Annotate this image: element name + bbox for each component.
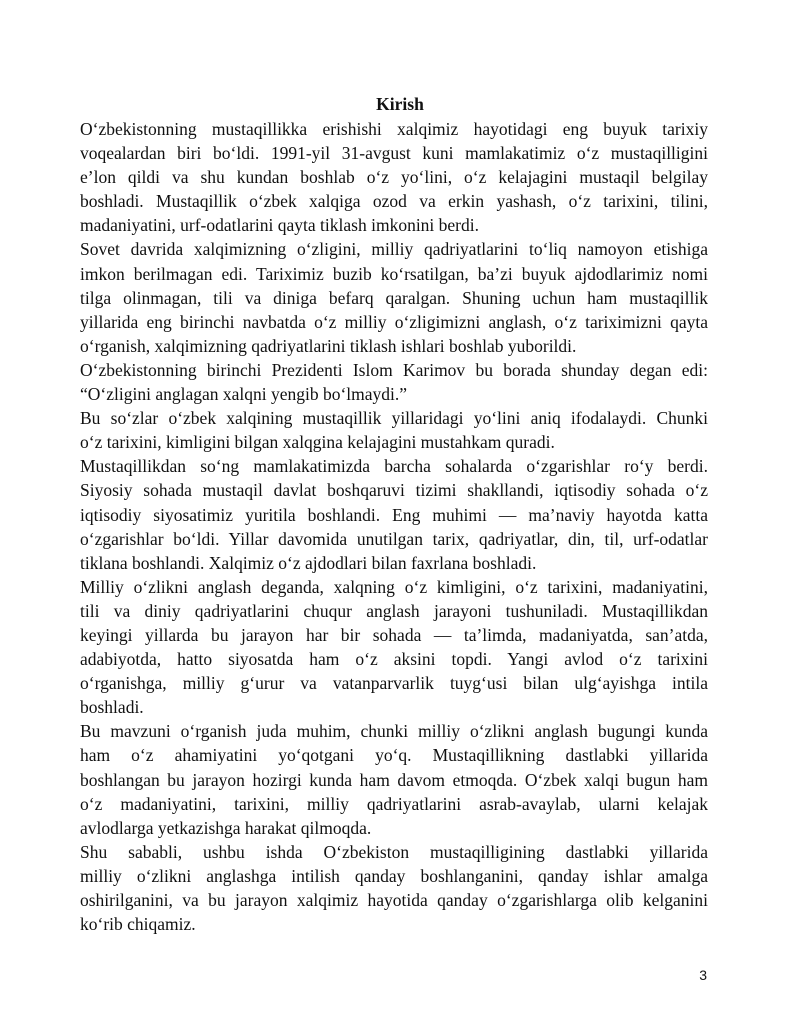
text-line: ko‘rib chiqamiz. (80, 914, 196, 935)
text-line: boshladi. (80, 697, 144, 718)
text-line: “O‘zligini anglagan xalqni yengib bo‘lmaydi.” (80, 384, 408, 405)
text-line: oshirilganini, va bu jarayon xalqimiz hayotida qanday o‘zgarishlarga olib kelganini (80, 890, 708, 910)
text-line: O‘zbekistonning birinchi Prezidenti Islom Karimov bu borada shunday degan edi: (80, 359, 708, 380)
text-line: Bu so‘zlar o‘zbek xalqining mustaqillik yillaridagi yo‘lini aniq ifodalaydi. Chunki (80, 408, 708, 429)
text-line: boshlangan bu jarayon hozirgi kunda ham davom etmoqda. O‘zbek xalqi bugun ham (80, 769, 708, 790)
text-line: Bu mavzuni o‘rganish juda muhim, chunki milliy o‘zlikni anglash bugungi kunda (80, 721, 708, 742)
text-line: adabiyotda, hatto siyosatda ham o‘z aksini topdi. Yangi avlod o‘z tarixini (80, 649, 708, 670)
paragraph (80, 406, 708, 454)
text-line: Sovet davrida xalqimizning o‘zligini, milliy qadriyatlarini to‘liq namoyon etishiga (80, 239, 708, 260)
paragraph (80, 454, 708, 574)
text-line: Siyosiy sohada mustaqil davlat boshqaruvi tizimi shakllandi, iqtisodiy sohada o‘z (80, 480, 708, 501)
text-line: avlodlarga yetkazishga harakat qilmoqda. (80, 817, 372, 838)
paragraph (80, 117, 708, 237)
paragraph (80, 358, 708, 406)
paragraph (80, 719, 708, 839)
document-body (80, 117, 708, 936)
text-line: yillarida eng birinchi navbatda o‘z milliy o‘zligimizni anglash, o‘z tariximizni qayta (80, 311, 708, 332)
text-line: imkon berilmagan edi. Tariximiz buzib ko‘rsatilgan, ba’zi buyuk ajdodlarimiz nomi (80, 263, 708, 284)
text-line: O‘zbekistonning mustaqillikka erishishi xalqimiz hayotidagi eng buyuk tarixiy (80, 119, 708, 139)
text-line: o‘rganish, xalqimizning qadriyatlarini tiklash ishlari boshlab yuborildi. (80, 335, 577, 356)
text-line: o‘zgarishlar bo‘ldi. Yillar davomida unutilgan tarix, qadriyatlar, din, til, urf-odatlar (80, 528, 708, 549)
text-line: Shu sababli, ushbu ishda O‘zbekiston mustaqilligining dastlabki yillarida (80, 841, 708, 862)
text-line: iqtisodiy siyosatimiz yuritila boshlandi. Eng muhimi — ma’naviy hayotda katta (80, 504, 708, 525)
text-line: e’lon qildi va shu kundan boshlab o‘z yo‘lini, o‘z kelajagini mustaqil belgilay (80, 167, 708, 188)
text-line: madaniyatini, urf-odatlarini qayta tiklash imkonini berdi. (80, 215, 479, 236)
text-line: ham o‘z ahamiyatini yo‘qotgani yo‘q. Mustaqillikning dastlabki yillarida (80, 745, 708, 766)
paragraph (80, 237, 708, 357)
text-line: Mustaqillikdan so‘ng mamlakatimizda barcha sohalarda o‘zgarishlar ro‘y berdi. (80, 456, 708, 477)
text-line: keyingi yillarda bu jarayon har bir sohada — ta’limda, madaniyatda, san’atda, (80, 624, 708, 645)
text-line: tilga olinmagan, tili va diniga befarq qaralgan. Shuning uchun ham mustaqillik (80, 287, 708, 308)
text-line: tili va diniy qadriyatlarini chuqur anglash jarayoni tushuniladi. Mustaqillikdan (80, 600, 708, 621)
text-line: boshladi. Mustaqillik o‘zbek xalqiga ozod va erkin yashash, o‘z tarixini, tilini, (80, 191, 708, 212)
text-line: o‘z madaniyatini, tarixini, milliy qadriyatlarini asrab-avaylab, ularni kelajak (80, 793, 708, 814)
page-number: 3 (699, 967, 707, 983)
text-line: o‘z tarixini, kimligini bilgan xalqgina kelajagini mustahkam quradi. (80, 432, 555, 453)
text-line: o‘rganishga, milliy g‘urur va vatanparvarlik tuyg‘usi bilan ulg‘ayishga intila (80, 673, 708, 694)
text-line: tiklana boshlandi. Xalqimiz o‘z ajdodlari bilan faxrlana boshladi. (80, 552, 537, 573)
paragraph (80, 840, 708, 936)
paragraph (80, 575, 708, 720)
text-line: Milliy o‘zlikni anglash deganda, xalqning o‘z kimligini, o‘z tarixini, madaniyatini, (80, 576, 708, 597)
text-line: milliy o‘zlikni anglashga intilish qanday boshlanganini, qanday ishlar amalga (80, 865, 708, 886)
page-title: Kirish (376, 94, 424, 114)
text-line: voqealardan biri bo‘ldi. 1991-yil 31-avgust kuni mamlakatimiz o‘z mustaqilligini (80, 143, 708, 164)
